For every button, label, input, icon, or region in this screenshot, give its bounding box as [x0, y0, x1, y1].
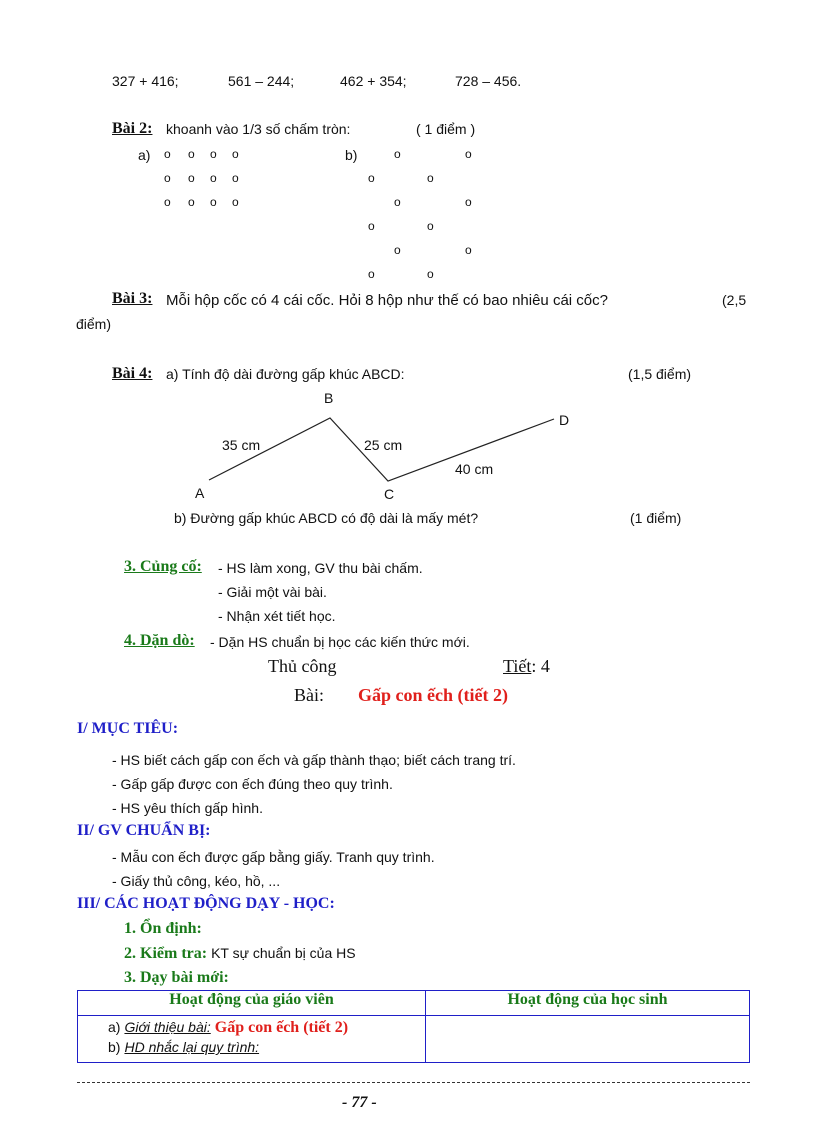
dot-b: o [394, 147, 401, 161]
section1-line-1: - HS biết cách gấp con ếch và gấp thành thạo; biết cách trang trí. [112, 752, 516, 768]
row-a-title: Gấp con ếch (tiết 2) [214, 1019, 349, 1036]
section1-line-3: - HS yêu thích gấp hình. [112, 800, 263, 816]
calc-4: 728 – 456. [455, 73, 522, 89]
activities-table [77, 990, 750, 1063]
dot-b: o [394, 243, 401, 257]
table-row [78, 1016, 750, 1063]
dot-b: o [427, 171, 434, 185]
cungco-line-3: - Nhận xét tiết học. [218, 608, 336, 624]
segment-bc-length: 25 cm [364, 437, 403, 453]
table-header-student: Hoạt động của học sinh [426, 991, 750, 1016]
step-3-num: 3. [124, 969, 136, 986]
section2-line-2: - Giấy thủ công, kéo, hồ, ... [112, 873, 281, 889]
row-b-label: HD nhắc lại quy trình: [124, 1039, 260, 1055]
row-b-prefix: b) [108, 1039, 121, 1055]
bai2-points: ( 1 điểm ) [416, 121, 476, 137]
bai3-points: (2,5 [722, 292, 747, 308]
bai4-points-b: (1 điểm) [630, 510, 682, 526]
table-header-row [78, 991, 750, 1016]
student-activity-cell [426, 1016, 750, 1063]
bai2-label: Bài 2: [112, 120, 153, 137]
step-2-num: 2. [124, 945, 136, 962]
bai2-b-label: b) [345, 147, 358, 163]
section1-line-2: - Gấp gấp được con ếch đúng theo quy trình. [112, 776, 393, 792]
dot-b: o [368, 171, 375, 185]
dot-a: o [164, 171, 171, 185]
dot-b: o [427, 219, 434, 233]
bai2-a-label: a) [138, 147, 151, 163]
teacher-activity-cell [78, 1016, 426, 1063]
dot-a: o [210, 171, 217, 185]
segment-ab-length: 35 cm [222, 437, 261, 453]
row-a [108, 1019, 419, 1037]
dot-b: o [465, 243, 472, 257]
footer-divider [77, 1082, 750, 1083]
step-1-label: Ổn định: [140, 920, 202, 937]
bai3-points-cont: điểm) [76, 316, 112, 332]
step-2-label: Kiểm tra: [140, 945, 208, 962]
cungco-line-1: - HS làm xong, GV thu bài chấm. [218, 560, 423, 576]
dando-text: - Dặn HS chuẩn bị học các kiến thức mới. [210, 634, 470, 650]
cungco-label: 3. Củng cố: [124, 558, 202, 575]
point-b-label: B [324, 390, 334, 406]
calc-1: 327 + 416; [112, 73, 179, 89]
dot-b: o [427, 267, 434, 281]
dot-a: o [210, 147, 217, 161]
dot-a: o [188, 171, 195, 185]
point-d-label: D [559, 412, 570, 428]
step-1 [124, 920, 202, 938]
calc-3: 462 + 354; [340, 73, 407, 89]
row-a-label: Giới thiệu bài: [124, 1019, 211, 1035]
dot-a: o [232, 171, 239, 185]
bai4-text-b: b) Đường gấp khúc ABCD có độ dài là mấy mét? [174, 510, 479, 526]
section2-heading: II/ GV CHUẨN BỊ: [77, 822, 211, 839]
calc-2: 561 – 244; [228, 73, 295, 89]
dot-a: o [210, 195, 217, 209]
dot-b: o [465, 195, 472, 209]
dot-a: o [188, 195, 195, 209]
page-number: - 77 - [342, 1094, 377, 1111]
lesson-title: Gấp con ếch (tiết 2) [358, 685, 508, 705]
bai3-text: Mỗi hộp cốc có 4 cái cốc. Hỏi 8 hộp như thế có bao nhiêu cái cốc? [166, 292, 608, 309]
section2-line-1: - Mẫu con ếch được gấp bằng giấy. Tranh quy trình. [112, 849, 435, 865]
dot-a: o [164, 195, 171, 209]
bai3-label: Bài 3: [112, 290, 153, 307]
step-2 [124, 945, 356, 963]
cungco-line-2: - Giải một vài bài. [218, 584, 327, 600]
step-3-label: Dạy bài mới: [140, 969, 229, 986]
bai-label: Bài: [294, 685, 324, 705]
bai4-points-a: (1,5 điểm) [628, 366, 692, 382]
dot-a: o [164, 147, 171, 161]
bai2-text: khoanh vào 1/3 số chấm tròn: [166, 121, 351, 137]
section1-heading: I/ MỤC TIÊU: [77, 720, 179, 737]
dot-b: o [465, 147, 472, 161]
step-3 [124, 969, 229, 987]
dot-a: o [188, 147, 195, 161]
row-a-prefix: a) [108, 1019, 121, 1035]
polyline-abcd-diagram [0, 0, 816, 560]
point-a-label: A [195, 485, 205, 501]
section3-heading: III/ CÁC HOẠT ĐỘNG DẠY - HỌC: [77, 895, 335, 912]
bai4-label: Bài 4: [112, 365, 153, 382]
dot-a: o [232, 195, 239, 209]
dot-b: o [368, 219, 375, 233]
row-b [108, 1039, 419, 1057]
period-value: : 4 [531, 656, 550, 676]
period-line [503, 656, 550, 677]
dot-b: o [394, 195, 401, 209]
bai4-text-a: a) Tính độ dài đường gấp khúc ABCD: [166, 366, 405, 382]
dando-label: 4. Dặn dò: [124, 632, 195, 649]
table-header-teacher: Hoạt động của giáo viên [78, 991, 426, 1016]
period-label: Tiết [503, 656, 532, 676]
subject-name: Thủ công [268, 656, 337, 676]
step-1-num: 1. [124, 920, 136, 937]
segment-cd-length: 40 cm [455, 461, 494, 477]
dot-a: o [232, 147, 239, 161]
step-2-text: KT sự chuẩn bị của HS [211, 945, 356, 961]
point-c-label: C [384, 486, 395, 502]
dot-b: o [368, 267, 375, 281]
